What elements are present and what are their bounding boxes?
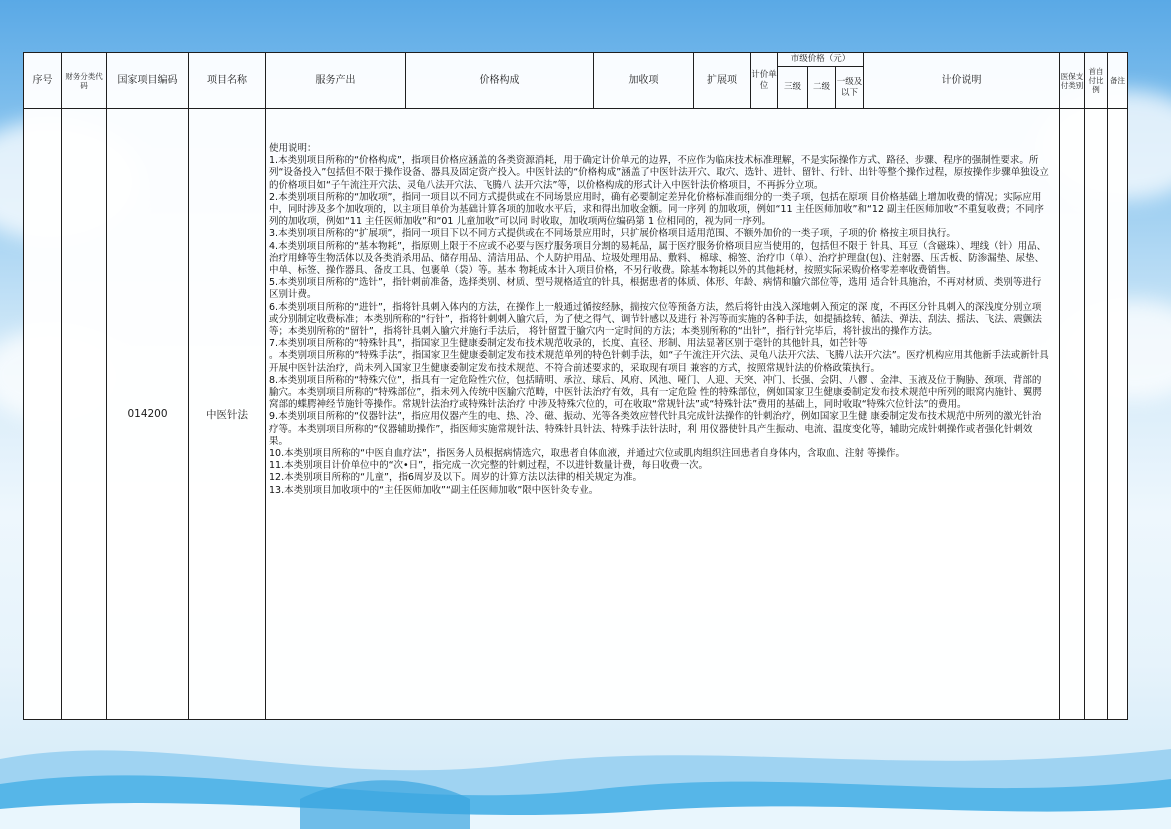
header-service-output: 服务产出 [266,53,406,109]
usage-line: 。本类别项目所称的“特殊手法”，指国家卫生健康委制定发布技术规范单列的特色针刺手法，如“子午流注开穴法、灵龟八法开穴法、飞腾八法开穴法”。医疗机构应用其他新手法或新针具开展中医针法治疗，尚未列入国家卫生健康委制定发布技术规范、不符合前述要求的，采取现有项目 兼容的方式，按照常规针法的价格政策执行。 [269,350,1049,374]
cell-fin-code [62,109,107,720]
usage-line: 2.本类别项目所称的“加收项”，指同一项目以不同方式提供或在不同场景应用时，确有必要制定差异化价格标准而细分的一类子项，包括在原项 目价格基础上增加收费的情况；实际应用中，同时涉及多个加收项的，以主项目单价为基础计算各项的加收水平后，求和得出加收金额。同一序列 的加收项，例如“11 主任医师加收”和“12 副主任医师加收”不重复收费；不同序列的加收项，例如“11 主任医师加收”和“01 儿童加收”可以同 时收取，加收项两位编码第 1 位相同的，视为同一序列。 [269,191,1044,228]
usage-line: 12.本类别项目所称的“儿童”，指6周岁及以下。周岁的计算方法以法律的相关规定为准。 [269,472,642,484]
usage-line: 10.本类别项目所称的“中医自血疗法”，指医务人员根据病情选穴，取患者自体血液，并通过穴位或肌肉组织注回患者自身体内，含取血、注射 等操作。 [269,448,905,460]
usage-line: 6.本类别项目所称的“进针”，指将针具刺入体内的方法，在操作上一般通过循按经脉，揣按穴位等预备方法，然后将针由浅入深地刺入预定的深 度，不再区分针具刺入的深浅度分别立项或分别制定收费标准；本类别所称的“行针”，指将针刺刺入腧穴后，为了使之得气、调节针感以及进行 补泻等而实施的各种手法，如提插捻转、循法、弹法、刮法、摇法、飞法、震颤法等；本类别所称的“留针”，指将针具刺入腧穴并施行手法后， 将针留置于腧穴内一定时间的方法；本类别所称的“出针”，指行针完毕后，将针拔出的操作方法。 [269,301,1042,338]
header-surcharge: 加收项 [594,53,694,109]
header-extension: 扩展项 [694,53,751,109]
cell-usage-notes [266,109,1060,720]
header-insurance: 医保支付类别 [1060,53,1085,109]
usage-line: 8.本类别项目所称的“特殊穴位”，指具有一定危险性穴位，包括睛明、承泣、球后、风府、风池、哑门、人迎、天突、冲门、长强、会阴、八髎 、金津、玉液及位于胸胁、颈项、背部的腧穴。本类别项目所称的“特殊部位”，指未列入传统中医腧穴范畴，中医针法治疗有效，具有一定危险 性的特殊部位，例如国家卫生健康委制定发布技术规范中所列的眼窝内施针、翼腭窝部的蝶腭神经节施针等操作。常规针法治疗或特殊针法治疗 中涉及特殊穴位的，可在收取“常规针法”或“特殊针法”费用的基础上，同时收取“特殊穴位针法”的费用。 [269,374,1042,411]
usage-line: 1.本类别项目所称的“价格构成”，指项目价格应涵盖的各类资源消耗，用于确定计价单元的边界，不应作为临床技术标准理解，不是实际操作方式、路径、步骤、程序的强制性要求。所列“设备投入”包括但不限于操作设备、器具及固定资产投入。中医针法的“价格构成”涵盖了中医针法开穴、取穴、选针、进针、留针、行针、出针等整个操作过程，原按操作步骤单独设立的价格项目如“子午流注开穴法、灵龟八法开穴法、飞腾八 法开穴法”等，以价格构成的形式计入中医针法价格项目，不再拆分立项。 [269,155,1049,191]
usage-line: 4.本类别项目所称的“基本物耗”，指原则上限于不应或不必要与医疗服务项目分割的易耗品，属于医疗服务价格项目应当使用的，包括但不限于 针具、耳豆（含磁珠）、埋线（针）用品、治疗用蜂等生物活体以及各类消杀用品、储存用品、清洁用品、个人防护用品、垃圾处理用品、敷料、 棉球、棉签、治疗巾（单）、治疗护理盘(包)、注射器、压舌板、防渗漏垫、尿垫、中单、标签、操作器具、备皮工具、包裹单（袋）等。基本 物耗成本计入项目价格，不另行收费。除基本物耗以外的其他耗材，按照实际采购价格零差率收费销售。 [269,240,1047,277]
cell-self-pay [1085,109,1108,720]
header-national-code: 国家项目编码 [107,53,189,109]
header-pricing-note: 计价说明 [864,53,1060,109]
usage-line: 13.本类别项目加收项中的“主任医师加收”“副主任医师加收”限中医针灸专业。 [269,484,599,496]
header-item-name: 项目名称 [189,53,266,109]
header-fin-code: 财务分类代码 [62,53,107,109]
usage-title: 使用说明： [269,143,317,154]
header-remarks: 备注 [1108,53,1128,109]
price-table [23,52,1128,720]
usage-line: 11.本类别项目计价单位中的“次•日”，指完成一次完整的针刺过程，不以进针数量计费，每日收费一次。 [269,460,709,472]
cell-remarks [1108,109,1128,720]
usage-line: 5.本类别项目所称的“选针”，指针刺前准备，选择类别、材质、型号规格适宜的针具，根据患者的体质、体形、年龄、病情和腧穴部位等，选用 适合针具施治，不再对材质、类别等进行区别计费。 [269,277,1042,301]
header-self-pay: 首自付比例 [1085,53,1108,109]
wave-decoration [0,719,1171,829]
header-city-price: 市级价格（元） [778,53,864,67]
cell-insurance [1060,109,1085,720]
header-grade2: 二级 [808,67,836,109]
header-seq: 序号 [24,53,62,109]
cell-item-name: 中医针法 [189,109,266,720]
usage-line: 3.本类别项目所称的“扩展项”，指同一项目下以不同方式提供或在不同场景应用时，只扩展价格项目适用范围、不额外加价的一类子项，子项的价 格按主项目执行。 [269,228,956,240]
cell-national-code: 014200 [107,109,189,720]
header-pricing-unit: 计价单位 [751,53,778,109]
header-grade3: 三级 [778,67,808,109]
usage-line: 9.本类别项目所称的“仪器针法”，指应用仪器产生的电、热、冷、磁、振动、光等各类效应替代针具完成针法操作的针刺治疗，例如国家卫生健 康委制定发布技术规范中所列的激光针治疗等。本类别项目所称的“仪器辅助操作”，指医师实施常规针法、特殊针具针法、特殊手法针法时，利 用仪器使针具产生振动、电流、温度变化等，辅助完成针刺操作或者强化针刺效果。 [269,411,1042,447]
header-grade1: 一级及以下 [836,67,864,109]
usage-line: 7.本类别项目所称的“特殊针具”，指国家卫生健康委制定发布技术规范收录的，长度、直径、形制、用法显著区别于毫针的其他针具，如芒针等 [269,338,868,350]
header-price-composition: 价格构成 [406,53,594,109]
cell-seq [24,109,62,720]
